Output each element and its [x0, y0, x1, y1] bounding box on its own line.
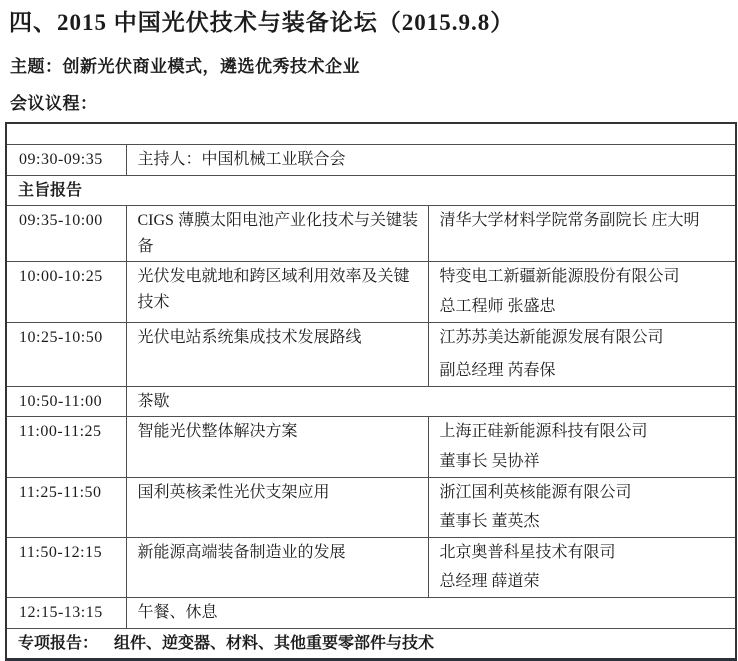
speaker-cell	[428, 262, 736, 322]
speaker-person: 董事长 董英杰	[439, 513, 540, 531]
section-label: 主旨报告	[6, 175, 736, 206]
empty-cell	[6, 123, 736, 145]
time-cell: 10:25-10:50	[6, 322, 126, 386]
speaker-org: 清华大学材料学院常务副院长 庄大明	[439, 212, 700, 230]
talk-row	[6, 417, 736, 477]
speaker-org: 北京奥普科星技术有限司	[439, 543, 616, 561]
agenda-label: 会议议程：	[10, 93, 98, 113]
topic-cell: 国利英核柔性光伏支架应用	[126, 477, 428, 537]
break-row	[6, 598, 736, 629]
topic-cell: 光伏发电就地和跨区域利用效率及关键技术	[126, 262, 428, 322]
speaker-person: 总工程师 张盛忠	[439, 298, 556, 316]
speaker-org: 特变电工新疆新能源股份有限公司	[439, 268, 680, 286]
talk-row	[6, 206, 736, 262]
speaker-org: 上海正硅新能源科技有限公司	[439, 423, 648, 441]
time-cell: 10:00-10:25	[6, 262, 126, 322]
time-cell: 11:25-11:50	[6, 477, 126, 537]
speaker-person: 副总经理 芮春保	[439, 362, 556, 380]
topic-cell: 新能源高端装备制造业的发展	[126, 537, 428, 597]
speaker-person: 总经理 薛道荣	[439, 573, 540, 591]
section-cell	[6, 628, 736, 660]
break-row	[6, 386, 736, 417]
break-cell: 茶歇	[126, 386, 736, 417]
time-cell: 11:50-12:15	[6, 537, 126, 597]
time-cell: 11:00-11:25	[6, 417, 126, 477]
section-row-special	[6, 628, 736, 660]
speaker-org: 江苏苏美达新能源发展有限公司	[439, 328, 664, 346]
speaker-person: 董事长 吴协祥	[439, 453, 540, 471]
section-row-keynote	[6, 175, 736, 206]
page-title: 四、2015 中国光伏技术与装备论坛（2015.9.8）	[9, 10, 515, 35]
time-cell: 10:50-11:00	[6, 386, 126, 417]
talk-row	[6, 537, 736, 597]
agenda-table	[5, 122, 737, 661]
speaker-cell	[428, 206, 736, 262]
empty-row	[6, 123, 736, 145]
time-cell: 09:30-09:35	[6, 145, 126, 176]
speaker-cell	[428, 537, 736, 597]
topic-cell: 智能光伏整体解决方案	[126, 417, 428, 477]
time-cell: 09:35-10:00	[6, 206, 126, 262]
topic-cell: 光伏电站系统集成技术发展路线	[126, 322, 428, 386]
time-cell: 12:15-13:15	[6, 598, 126, 629]
topic-cell: CIGS 薄膜太阳电池产业化技术与关键装备	[126, 206, 428, 262]
host-cell: 主持人：中国机械工业联合会	[126, 145, 736, 176]
speaker-org: 浙江国利英核能源有限公司	[439, 483, 632, 501]
section-content: 组件、逆变器、材料、其他重要零部件与技术	[114, 634, 435, 652]
section-label: 专项报告：	[18, 634, 99, 652]
talk-row	[6, 262, 736, 322]
document-header	[0, 0, 738, 114]
break-cell: 午餐、休息	[126, 598, 736, 629]
talk-row	[6, 477, 736, 537]
theme-line: 主题：创新光伏商业模式，遴选优秀技术企业	[10, 56, 360, 76]
talk-row	[6, 322, 736, 386]
speaker-cell	[428, 417, 736, 477]
host-row	[6, 145, 736, 176]
speaker-cell	[428, 322, 736, 386]
speaker-cell	[428, 477, 736, 537]
